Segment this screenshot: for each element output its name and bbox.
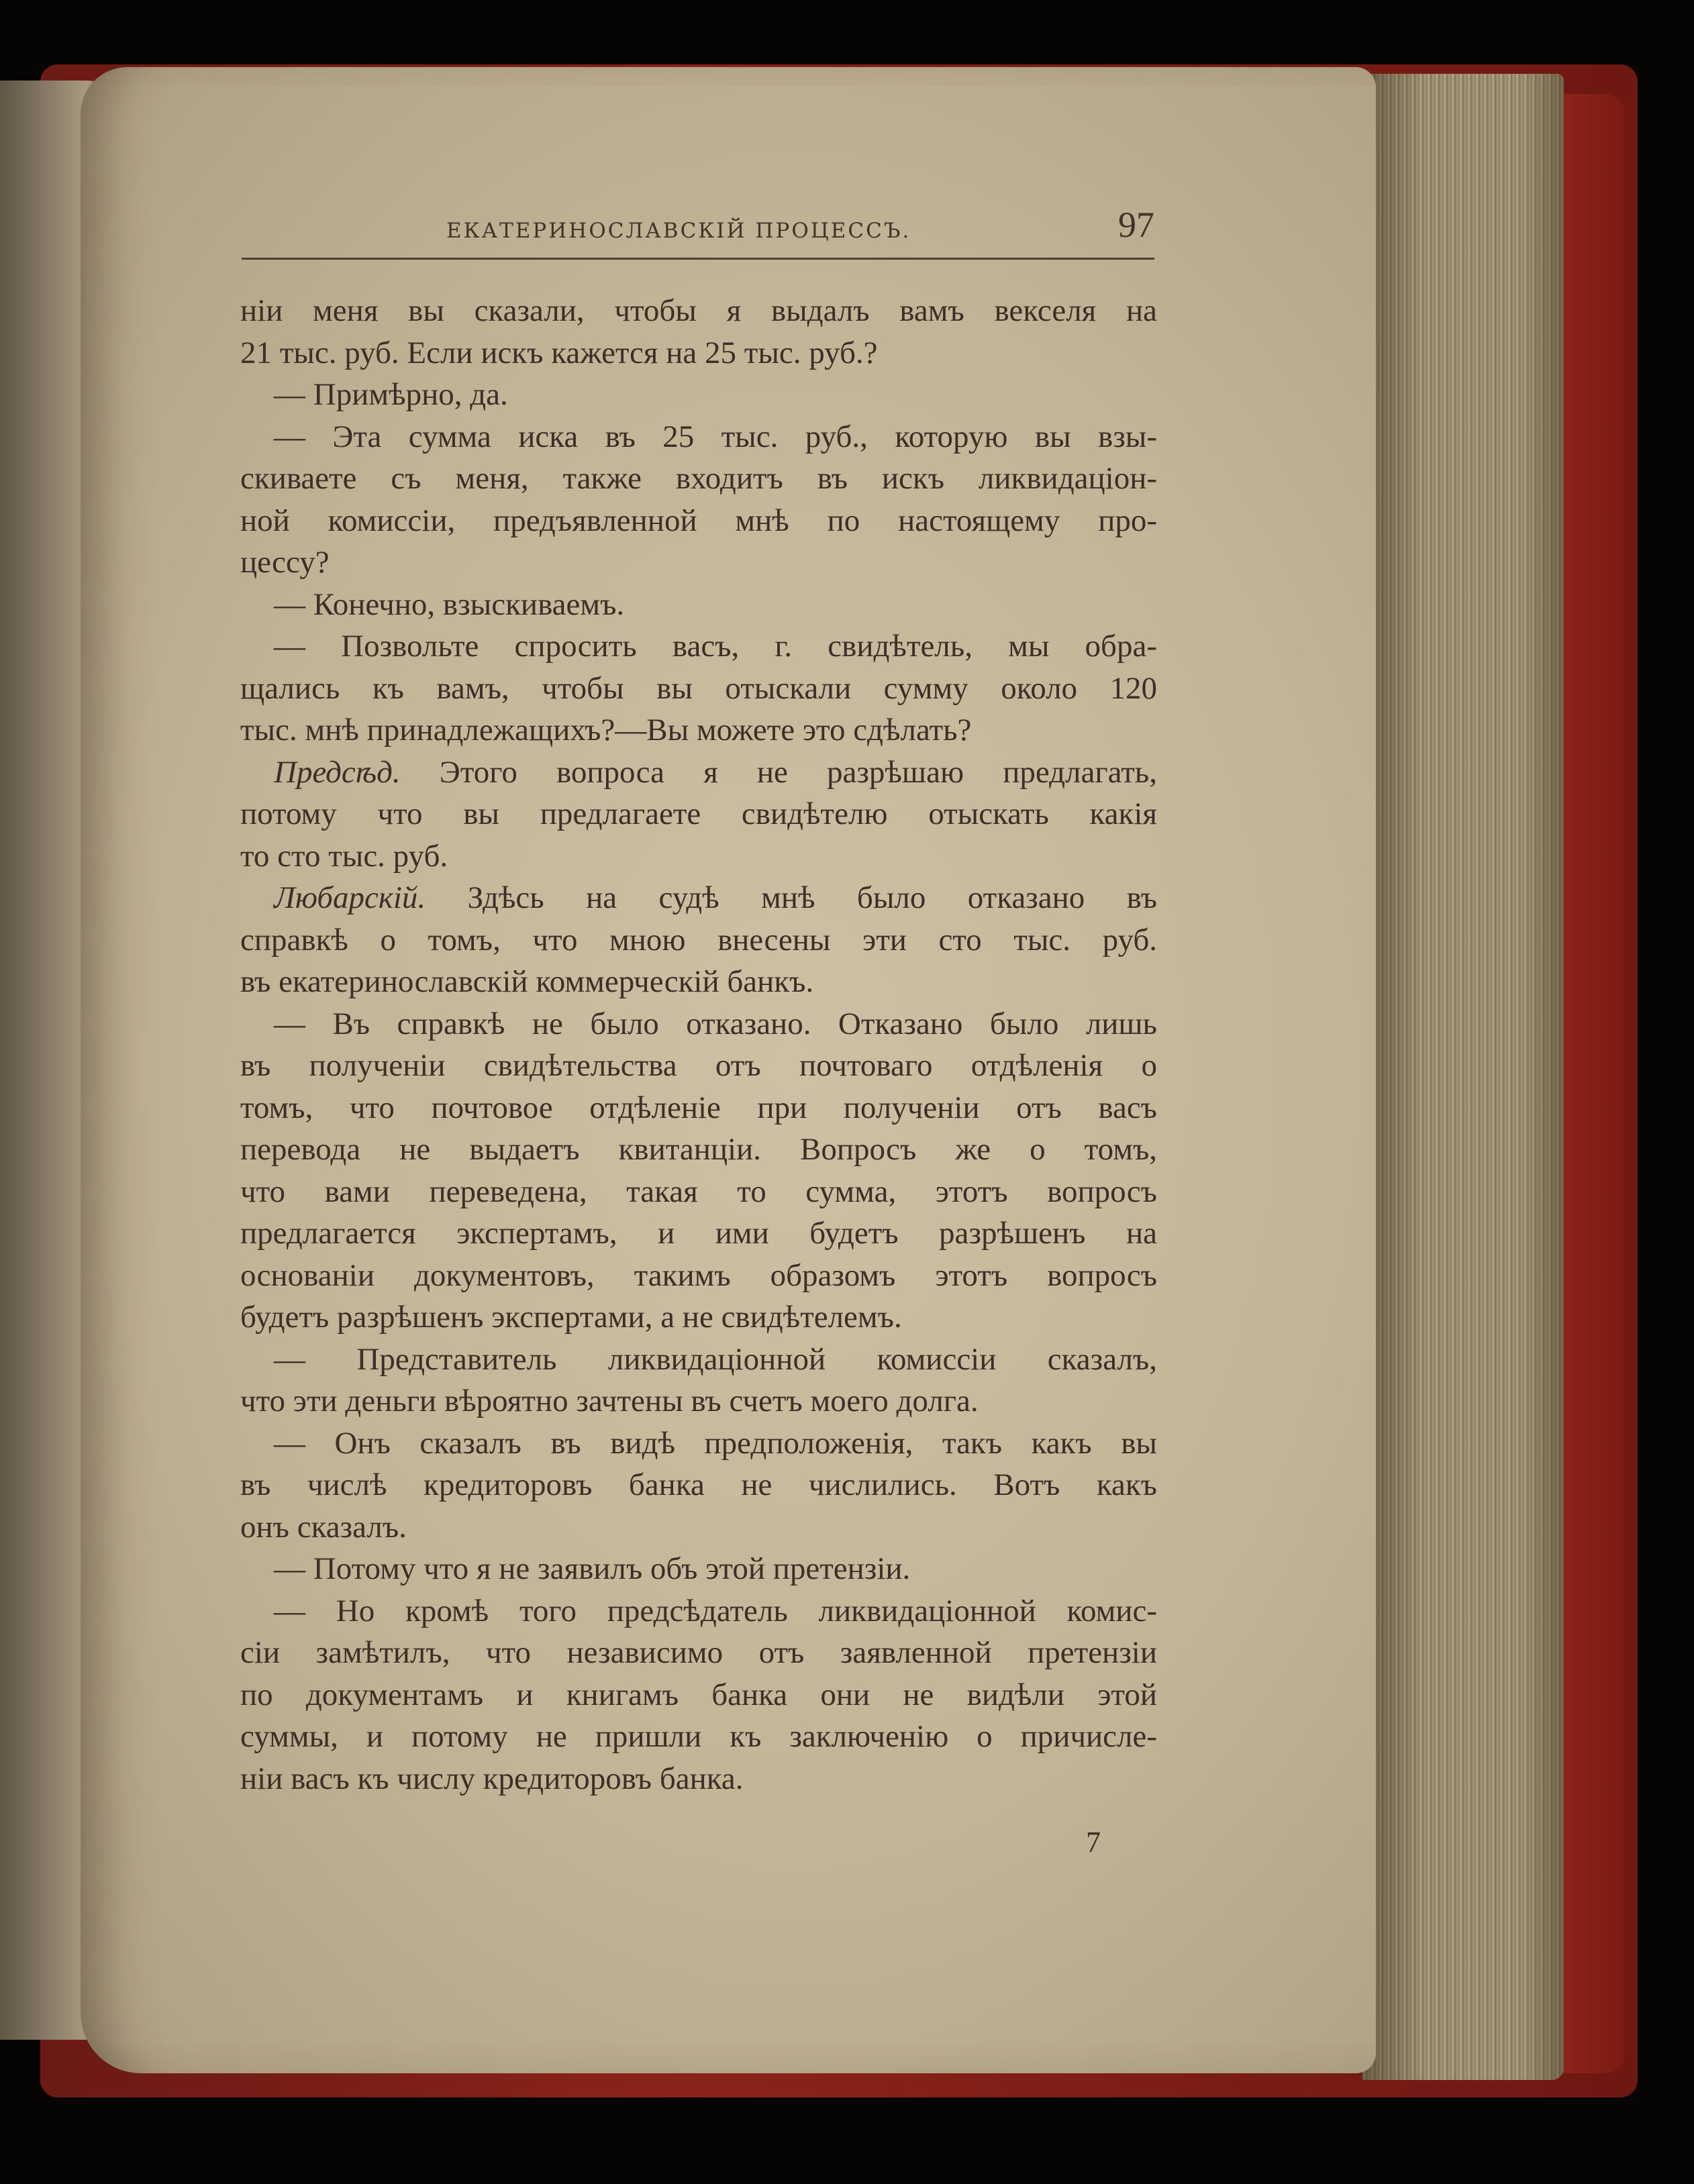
text-line — [240, 1171, 1157, 1213]
text-line — [240, 625, 1157, 668]
line-text: потому что вы предлагаете свидѣтелю отыскать какія — [240, 796, 1157, 831]
text-line — [240, 1758, 1157, 1800]
line-text: предлагается экспертамъ, и ими будетъ разрѣшенъ на — [240, 1216, 1157, 1251]
line-text: будетъ разрѣшенъ экспертами, а не свидѣтелемъ. — [240, 1300, 902, 1335]
line-text: въ екатеринославскій коммерческій банкъ. — [240, 964, 814, 999]
text-line — [240, 668, 1157, 710]
text-line — [240, 458, 1157, 500]
line-text: онъ сказалъ. — [240, 1509, 407, 1545]
line-text: 21 тыс. руб. Если искъ кажется на 25 тыс. руб.? — [240, 335, 878, 370]
line-text: въ числѣ кредиторовъ банка не числились. Вотъ какъ — [240, 1467, 1157, 1502]
signature-mark: 7 — [1086, 1826, 1101, 1859]
line-text: щались къ вамъ, чтобы вы отыскали сумму около 120 — [240, 670, 1157, 706]
page-stack-shadow — [1362, 74, 1564, 2080]
text-line — [240, 919, 1157, 961]
text-line — [240, 1716, 1157, 1758]
line-text: Здѣсь на судѣ мнѣ было отказано въ — [426, 880, 1157, 915]
line-text: что эти деньги вѣроятно зачтены въ счетъ моего долга. — [240, 1384, 979, 1418]
text-line — [240, 1548, 1157, 1590]
header-rule — [242, 258, 1154, 260]
text-line — [240, 751, 1157, 794]
text-line — [240, 961, 1157, 1003]
line-text: ніи меня вы сказали, чтобы я выдалъ вамъ векселя на — [240, 293, 1157, 328]
line-text: сіи замѣтилъ, что независимо отъ заявленной претензіи — [240, 1635, 1157, 1670]
text-line — [240, 877, 1157, 919]
text-line — [240, 332, 1157, 374]
text-line — [240, 1590, 1157, 1632]
line-text: то сто тыс. руб. — [240, 838, 448, 874]
text-line — [240, 835, 1157, 878]
text-line — [240, 500, 1157, 542]
line-text: тыс. мнѣ принадлежащихъ?—Вы можете это сдѣлать? — [240, 713, 972, 747]
text-line — [240, 709, 1157, 751]
running-head — [242, 200, 1154, 260]
text-line — [240, 1087, 1157, 1129]
text-line — [240, 584, 1157, 626]
speaker-name: Любарскій. — [274, 880, 426, 915]
text-line — [240, 1506, 1157, 1549]
line-text: — Позвольте спросить васъ, г. свидѣтель, мы обра- — [274, 629, 1157, 664]
line-text: — Конечно, взыскиваемъ. — [274, 586, 625, 622]
line-text: ніи васъ къ числу кредиторовъ банка. — [240, 1761, 744, 1796]
line-text: — Примѣрно, да. — [274, 377, 508, 412]
running-head-title: ЕКАТЕРИНОСЛАВСКІЙ ПРОЦЕССЪ. — [446, 219, 911, 243]
line-text: — Но кромѣ того предсѣдатель ликвидаціонной комис- — [274, 1593, 1157, 1628]
text-line — [240, 1255, 1157, 1297]
line-text: ной комиссіи, предъявленной мнѣ по настоящему про- — [240, 503, 1157, 538]
text-line — [240, 1296, 1157, 1339]
line-text: перевода не выдаетъ квитанціи. Вопросъ же о томъ, — [240, 1132, 1157, 1167]
speaker-name: Предсѣд. — [274, 754, 401, 790]
line-text: — Представитель ликвидаціонной комиссіи сказалъ, — [274, 1341, 1157, 1377]
line-text: по документамъ и книгамъ банка они не видѣли этой — [240, 1677, 1157, 1712]
text-line — [240, 1632, 1157, 1674]
text-line — [240, 1045, 1157, 1087]
line-text: — Въ справкѣ не было отказано. Отказано было лишь — [274, 1006, 1157, 1041]
line-text: цессу? — [240, 545, 330, 580]
text-line — [240, 1380, 1157, 1422]
text-line — [240, 1339, 1157, 1381]
line-text: томъ, что почтовое отдѣленіе при полученіи отъ васъ — [240, 1090, 1157, 1125]
text-line — [240, 793, 1157, 835]
line-text: въ полученіи свидѣтельства отъ почтоваго отдѣленія о — [240, 1048, 1157, 1083]
line-text: суммы, и потому не пришли къ заключенію о причисле- — [240, 1719, 1157, 1754]
text-line — [240, 1674, 1157, 1716]
line-text: справкѣ о томъ, что мною внесены эти сто тыс. руб. — [240, 922, 1157, 957]
text-line — [240, 1212, 1157, 1255]
text-line — [240, 290, 1157, 332]
text-line — [240, 1422, 1157, 1465]
text-line — [240, 416, 1157, 458]
text-line — [240, 1464, 1157, 1506]
text-line — [240, 374, 1157, 416]
line-text: что вами переведена, такая то сумма, этотъ вопросъ — [240, 1174, 1157, 1209]
line-text: основаніи документовъ, такимъ образомъ этотъ вопросъ — [240, 1257, 1157, 1293]
line-text: Этого вопроса я не разрѣшаю предлагать, — [400, 754, 1157, 790]
line-text: — Эта сумма иска въ 25 тыс. руб., которую вы взы- — [274, 419, 1157, 454]
body-text — [240, 290, 1157, 1800]
line-text: — Онъ сказалъ въ видѣ предположенія, такъ какъ вы — [274, 1425, 1157, 1461]
line-text: скиваете съ меня, также входитъ въ искъ ликвидаціон- — [240, 461, 1157, 496]
line-text: — Потому что я не заявилъ объ этой претензіи. — [274, 1551, 911, 1586]
page-number: 97 — [1118, 205, 1154, 245]
text-line — [240, 1003, 1157, 1045]
text-line — [240, 541, 1157, 584]
text-line — [240, 1129, 1157, 1171]
